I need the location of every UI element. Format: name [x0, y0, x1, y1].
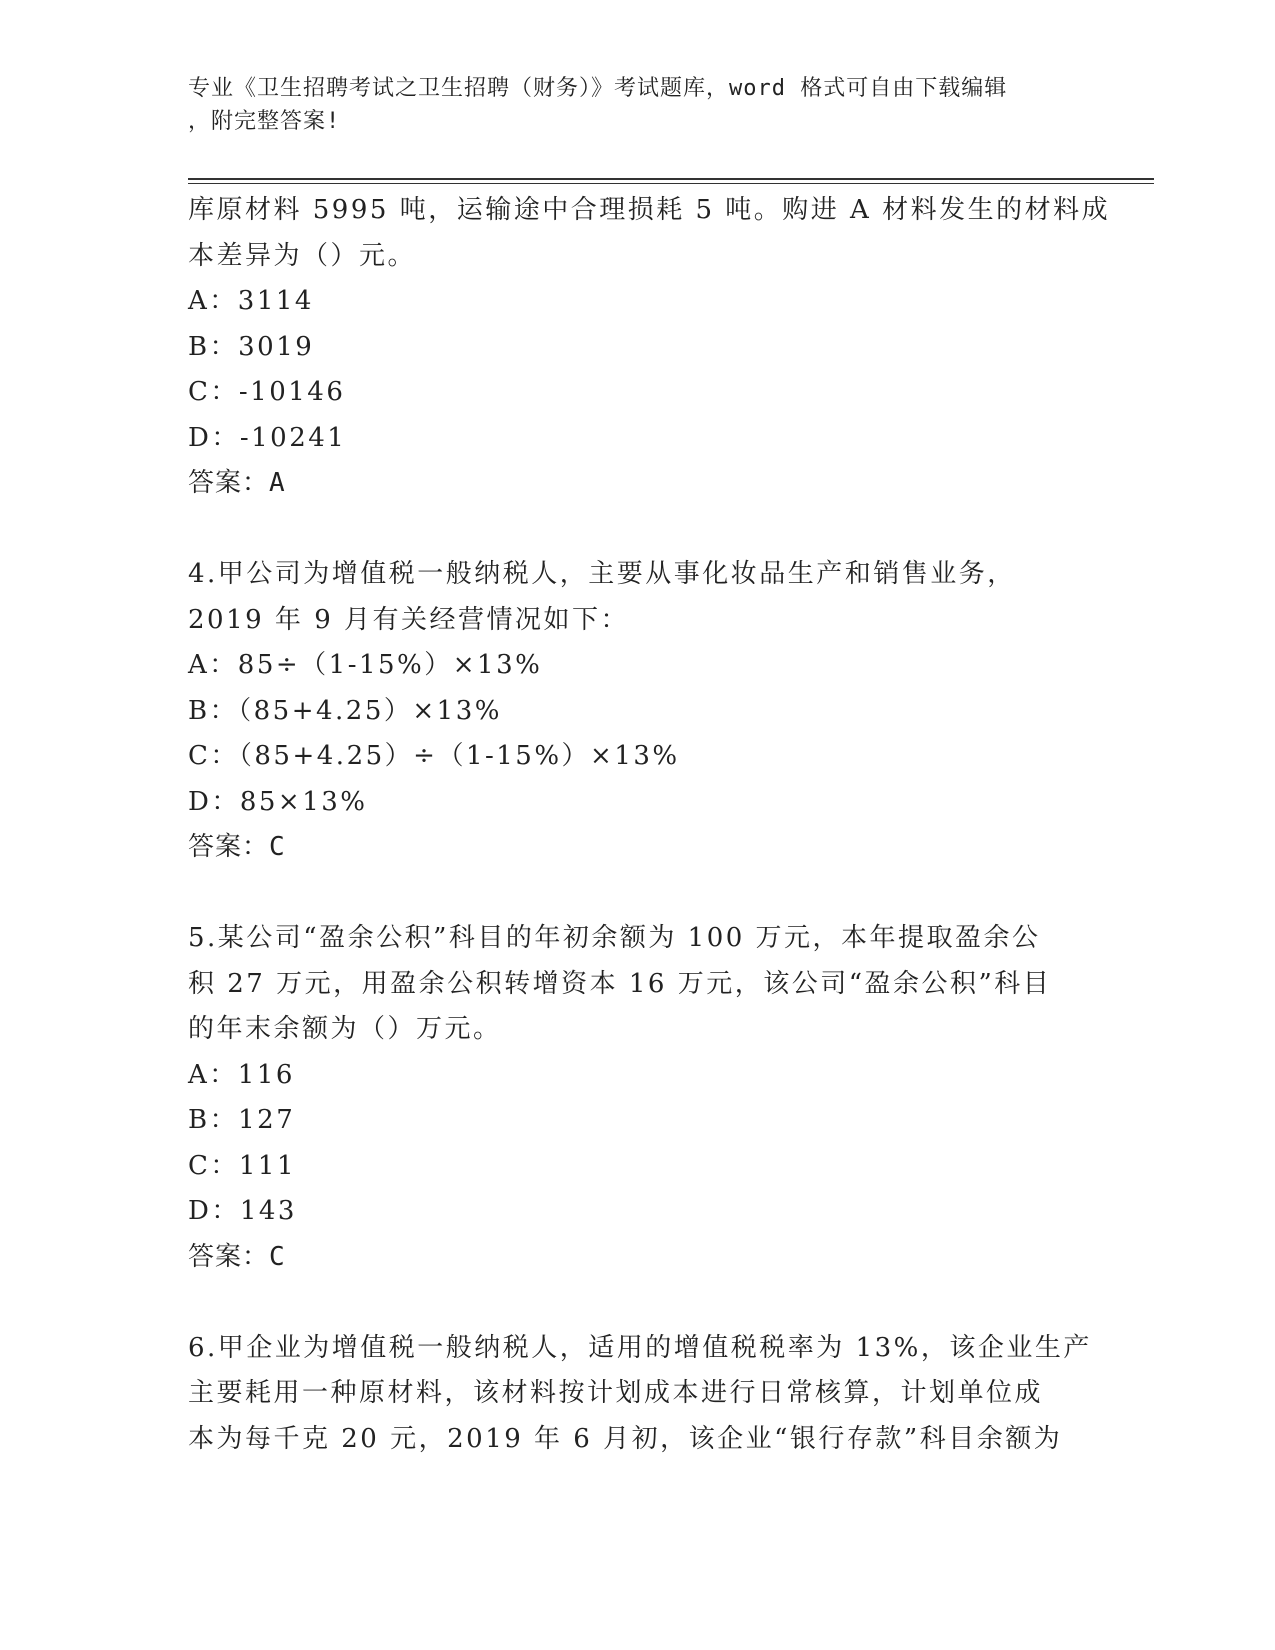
- document-body: [188, 188, 1111, 1462]
- header-rule-thick: [188, 178, 1154, 180]
- option-a: A：3114: [188, 286, 314, 316]
- question-gap: [188, 1280, 1088, 1326]
- answer-line: 答案：C: [188, 832, 286, 862]
- question-stem-line: 2019 年 9 月有关经营情况如下：: [188, 604, 630, 635]
- question-stem-line: 本差异为（）元。: [188, 240, 417, 271]
- question-stem-line: 的年末余额为（）万元。: [188, 1014, 502, 1044]
- question-stem-line: 6.甲企业为增值税一般纳税人，适用的增值税税率为 13%，该企业生产: [188, 1332, 1092, 1363]
- answer-line: 答案：C: [188, 1241, 286, 1272]
- option-d: D：-10241: [188, 422, 347, 453]
- question-5: [188, 916, 1088, 1280]
- question-stem-line: 5.某公司“盈余公积”科目的年初余额为 100 万元，本年提取盈余公: [188, 923, 1041, 953]
- option-a: A：116: [188, 1059, 295, 1090]
- option-b: B：3019: [188, 331, 315, 362]
- option-c: C：111: [188, 1150, 297, 1181]
- answer-line: 答案：A: [188, 468, 286, 498]
- header-line-2: ，附完整答案!: [188, 109, 341, 134]
- question-stem-line: 积 27 万元，用盈余公积转增资本 16 万元，该公司“盈余公积”科目: [188, 968, 1052, 999]
- question-6: [188, 1326, 1092, 1463]
- header-rule-thin: [188, 183, 1154, 184]
- option-a: A：85÷（1-15%）×13%: [188, 650, 543, 680]
- option-b: B：127: [188, 1105, 296, 1135]
- question-3: [188, 188, 1111, 507]
- header-line-1: 专业《卫生招聘考试之卫生招聘（财务）》考试题库，word 格式可自由下载编辑: [188, 76, 1008, 101]
- option-c: C：-10146: [188, 377, 346, 407]
- question-stem-line: 本为每千克 20 元，2019 年 6 月初，该企业“银行存款”科目余额为: [188, 1423, 1063, 1454]
- question-gap: [188, 507, 1088, 553]
- option-c: C：（85+4.25）÷（1-15%）×13%: [188, 741, 680, 771]
- question-4: [188, 552, 1088, 871]
- option-b: B：（85+4.25）×13%: [188, 695, 502, 726]
- document-header: [188, 72, 1088, 138]
- question-gap: [188, 871, 1088, 917]
- question-stem-line: 4.甲公司为增值税一般纳税人，主要从事化妆品生产和销售业务，: [188, 559, 1016, 589]
- option-d: D：143: [188, 1196, 297, 1226]
- option-d: D：85×13%: [188, 786, 368, 817]
- question-stem-line: 库原材料 5995 吨，运输途中合理损耗 5 吨。购进 A 材料发生的材料成: [188, 195, 1111, 225]
- question-stem-line: 主要耗用一种原材料，该材料按计划成本进行日常核算，计划单位成: [188, 1378, 1044, 1408]
